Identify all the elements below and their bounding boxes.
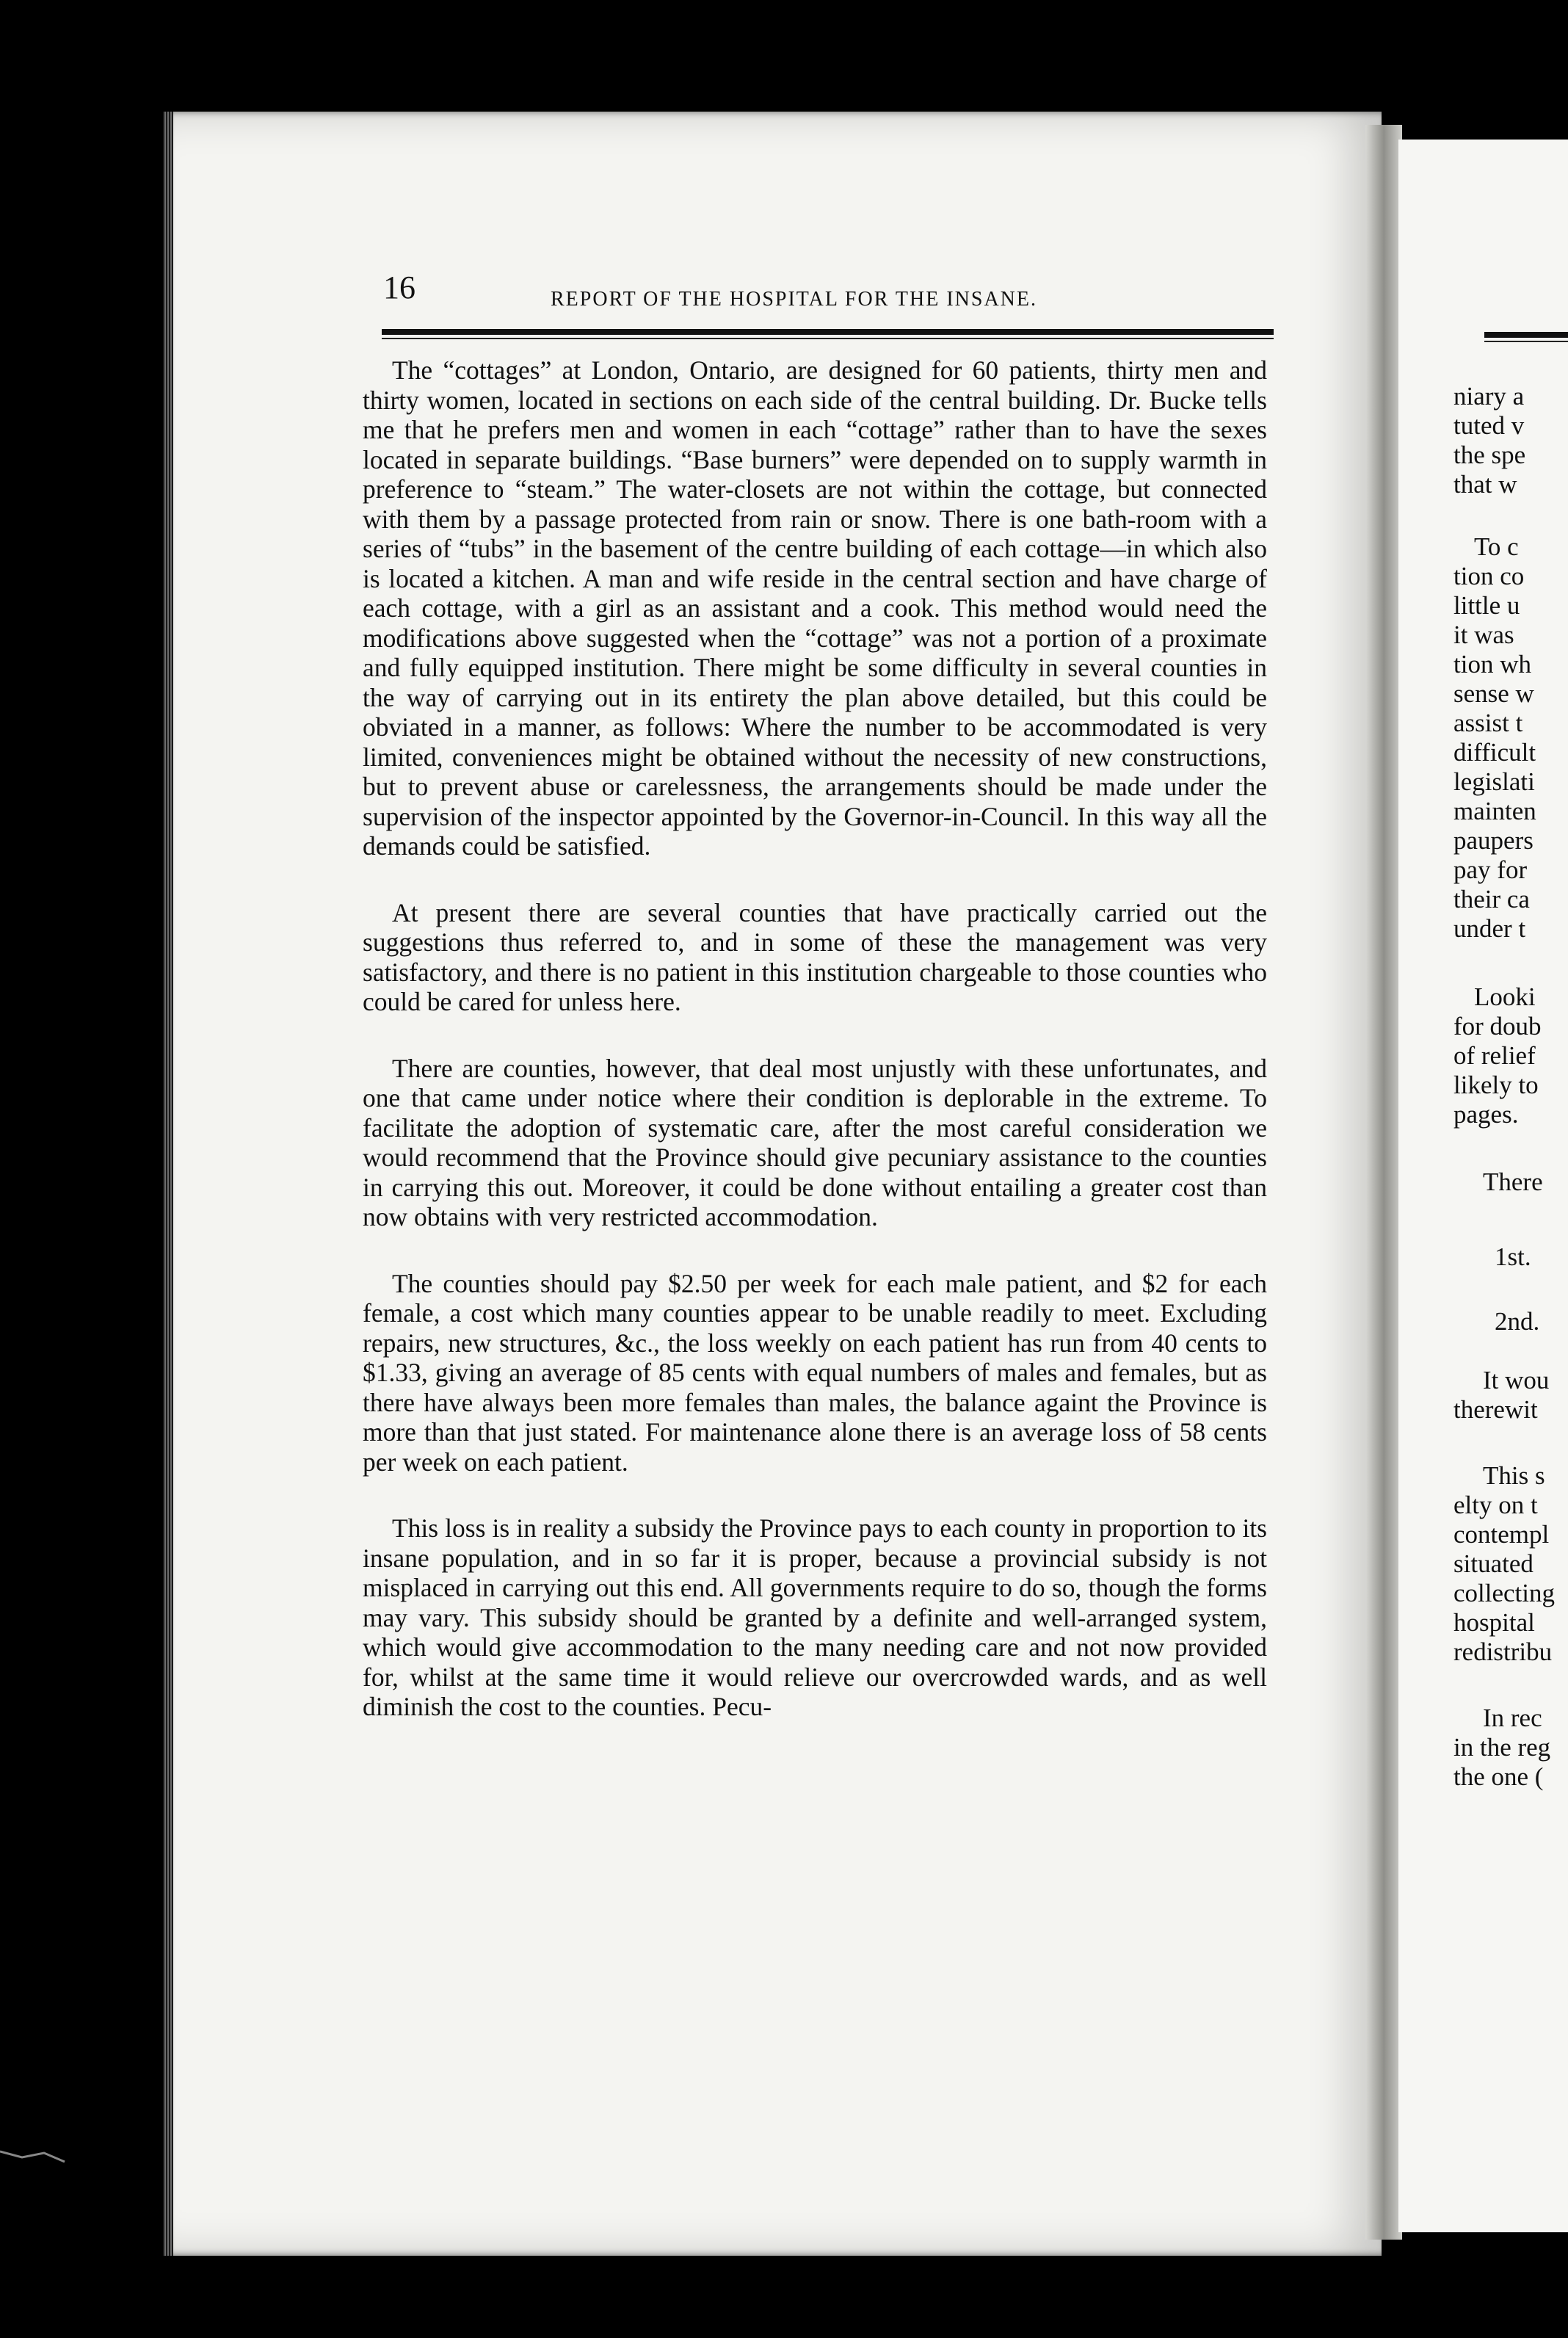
running-head (382, 278, 1277, 322)
right-line: in the reg (1453, 1733, 1551, 1762)
running-head-text: REPORT OF THE HOSPITAL FOR THE INSANE. (551, 288, 1037, 311)
paragraph-cottages: The “cottages” at London, Ontario, are designed for 60 patients, thirty men and thirty women, located in sections on each side of the central building. Dr. Bucke tells me that he prefers men and women in each “cottage” rather than to have the sexes located in separate buildings. “Base burners” were depended on to supply warmth in preference to “steam.” The water-closets are not within the cottage, but connected with them by a passage protected from rain or snow. There is one bath-room with a series of “tubs” in the basement of the centre building of each cottage—in which also is located a kitchen. A man and wife reside in the central section and have charge of each cottage, with a girl as an assistant and a cook. This method would need the modifications above suggested when the “cottage” was not a portion of a proximate and fully equipped institution. There might be some difficulty in several counties in the way of carrying out in its entirety the plan above detailed, but this could be obviated in a manner, as follows: Where the number to be accommodated is very limited, conveniences might be obtained without the necessity of new constructions, but to prevent abuse or carelessness, the arrangements should be made under the supervision of the inspector appointed by the Governor-in-Council. In this way all the demands could be satisfied. (363, 355, 1267, 861)
body-text (363, 355, 1267, 1759)
right-line: sense w (1453, 679, 1534, 708)
right-line: situated (1453, 1549, 1533, 1578)
right-line: likely to (1453, 1071, 1539, 1099)
right-line: This s (1483, 1461, 1545, 1490)
right-line: elty on t (1453, 1491, 1538, 1519)
page-edge-binding (163, 112, 173, 2256)
right-line: difficult (1453, 738, 1536, 767)
right-line: it was (1453, 620, 1514, 649)
page-number: 16 (383, 269, 415, 305)
right-line: 1st. (1495, 1242, 1531, 1271)
right-line: It wou (1483, 1366, 1550, 1394)
right-line: Looki (1474, 982, 1536, 1011)
right-line: therewit (1453, 1395, 1538, 1424)
right-line: To c (1474, 532, 1519, 561)
right-line: tion wh (1453, 650, 1531, 678)
paragraph-unjust-counties: There are counties, however, that deal most unjustly with these unfortunates, and one that came under notice where their condition is deplorable in the extreme. To facilitate the adoption of systematic care, after the most careful consideration we would recommend that the Province should give pecuniary assistance to the counties in carrying this out. Moreover, it could be done without entailing a greater cost than now obtains with very restricted accommodation. (363, 1053, 1267, 1231)
right-line: In rec (1483, 1704, 1542, 1732)
book-gutter (1365, 125, 1402, 2240)
right-line: contempl (1453, 1520, 1550, 1549)
paragraph-county-payments: The counties should pay $2.50 per week for each male patient, and $2 for each female, a cost which many counties appear to be unable readily to meet. Excluding repairs, new structures, &c., the loss weekly on each patient has run from 40 cents to $1.33, giving an average of 85 cents with equal numbers of males and females, but as there have always been more females than males, the balance againt the Province is more than that just stated. For maintenance alone there is an average loss of 58 cents per week on each patient. (363, 1268, 1267, 1477)
right-line: little u (1453, 591, 1520, 620)
right-line: tion co (1453, 562, 1525, 590)
right-header-rule-thin (1484, 341, 1568, 342)
right-line: the one ( (1453, 1762, 1544, 1791)
right-line: mainten (1453, 797, 1536, 825)
right-line: paupers (1453, 826, 1533, 855)
right-line: the spe (1453, 441, 1526, 469)
right-line: hospital (1453, 1608, 1535, 1637)
paragraph-subsidy: This loss is in reality a subsidy the Province pays to each county in proportion to its insane population, and in so far it is proper, because a provincial subsidy is not misplaced in carrying out this end. All governments require to do so, though the forms may vary. This subsidy should be granted by a definite and well-arranged system, which would give accommodation to the many needing care and not now provided for, whilst at the same time it would relieve our overcrowded wards, and as well diminish the cost to the counties. Pecu- (363, 1513, 1267, 1721)
right-line: tuted v (1453, 411, 1525, 440)
right-line: niary a (1453, 382, 1525, 410)
right-line: collecting (1453, 1579, 1556, 1607)
paragraph-present-counties: At present there are several counties that have practically carried out the suggestions thus referred to, and in some of these the management was very satisfactory, and there is no patient in this institution chargeable to those counties who could be cared for unless here. (363, 897, 1267, 1016)
right-line: of relief (1453, 1041, 1536, 1070)
right-line: pay for (1453, 855, 1528, 884)
right-line: There (1483, 1168, 1543, 1196)
header-rule-thin (382, 338, 1274, 339)
right-header-rule-thick (1484, 332, 1568, 338)
scan-artifact-mark (0, 2137, 66, 2166)
right-line: legislati (1453, 767, 1535, 796)
header-rule-thick (382, 329, 1274, 335)
right-line: assist t (1453, 709, 1523, 737)
right-line: their ca (1453, 885, 1530, 913)
right-line: that w (1453, 470, 1517, 499)
right-line: redistribu (1453, 1637, 1553, 1666)
right-line: for doub (1453, 1012, 1542, 1040)
right-line: under t (1453, 914, 1526, 943)
scan-artifact-icon (0, 2137, 66, 2166)
right-line: pages. (1453, 1100, 1519, 1129)
right-line: 2nd. (1495, 1307, 1540, 1336)
